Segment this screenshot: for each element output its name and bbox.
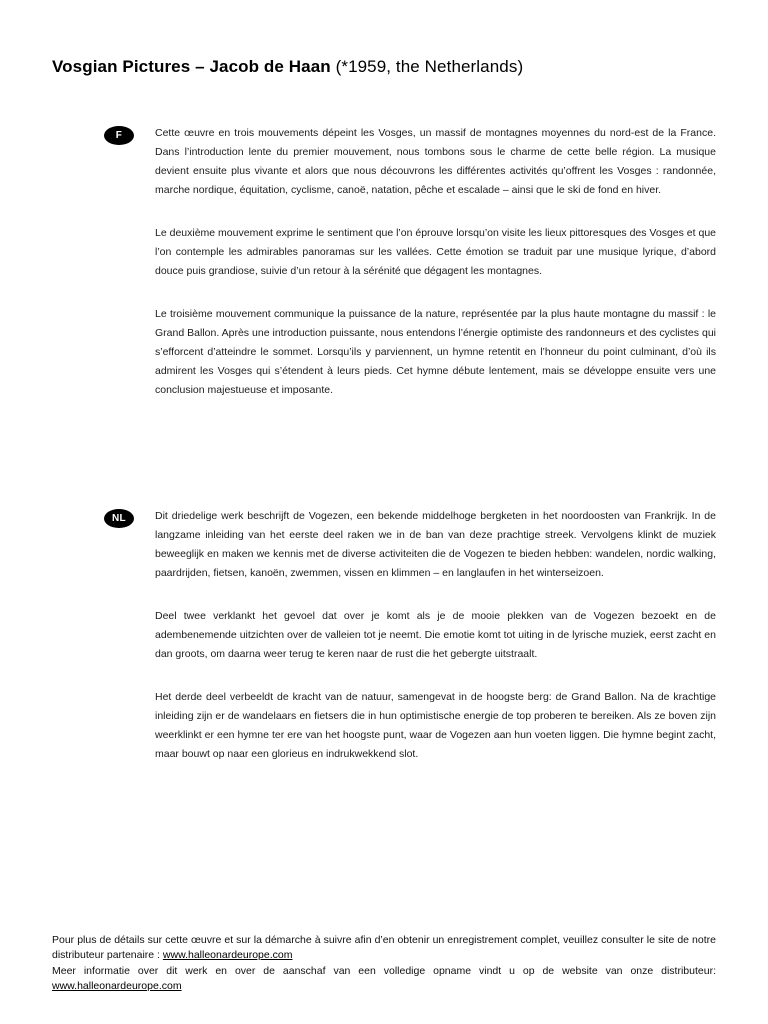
paragraph-fr-3: Le troisième mouvement communique la puissance de la nature, représentée par la plus haute montagne du massif : le Grand Ballon. Après une introduction puissante, nous entendons l’énergie optimiste des randonneurs et des cyclistes qui s’efforcent d’atteindre le sommet. Lorsqu’ils y parviennent, un hymne retentit en l’honneur du point culminant, d’où ils admirent les Vosges qui s’étendent à leurs pieds. Cet hymne débute lentement, mais se développe ensuite vers une conclusion majestueuse et imposante.: [155, 308, 716, 396]
paragraph-nl-3: Het derde deel verbeeldt de kracht van de natuur, samengevat in de hoogste berg: de Grand Ballon. Na de krachtige inleiding zijn er de wandelaars en fietsers die in hun optimistische energie de top proberen te bereiken. Als ze boven zijn weerklinkt er een hymne ter ere van het hoogste punt, waar de Vogezen aan hun voeten liggen. Die hymne begint zacht, maar bouwt op naar een glorieus en indrukwekkend slot.: [155, 691, 716, 760]
footer-line-nl: [52, 964, 716, 994]
paragraph-fr-2: Le deuxième mouvement exprime le sentiment que l’on éprouve lorsqu’on visite les lieux pittoresques des Vosges et que l’on contemple les admirables panoramas sur les vallées. Cette émotion se traduit par une musique lyrique, d’abord douce puis grandiose, suivie d’un retour à la sérénité que dégagent les montagnes.: [155, 227, 716, 277]
dutch-text-block: [155, 507, 716, 764]
paragraph-nl-1: Dit driedelige werk beschrijft de Vogezen, een bekende middelhoge bergketen in het noordoosten van Frankrijk. In de langzame inleiding van het eerste deel raken we in de ban van deze prachtige streek. Vervolgens klinkt de muziek beweeglijk en maken we kennis met de diverse activiteiten die de Vogezen te bieden hebben: wandelen, nordic walking, paardrijden, fietsen, kanoën, zwemmen, vissen en klimmen – en langlaufen in het winterseizoen.: [155, 510, 716, 579]
footer-text-fr: Pour plus de détails sur cette œuvre et sur la démarche à suivre afin d’en obtenir un enregistrement complet, veuillez consulter le site de notre distributeur partenaire :: [52, 934, 716, 961]
footer-text-nl: Meer informatie over dit werk en over de aanschaf van een volledige opname vindt u op de website van onze distributeur:: [52, 965, 716, 977]
work-title: Vosgian Pictures – Jacob de Haan: [52, 57, 331, 76]
distributor-link-nl[interactable]: www.halleonardeurope.com: [52, 980, 182, 992]
language-badge-nl: NL: [104, 509, 134, 528]
paragraph-nl-2: Deel twee verklankt het gevoel dat over je komt als je de mooie plekken van de Vogezen bezoekt en de adembenemende uitzichten over de valleien tot je neemt. Die emotie komt tot uiting in de lyrische muziek, eerst zacht en dan groots, om daarna weer terug te keren naar de rust die het gebergte uitstraalt.: [155, 610, 716, 660]
paragraph-fr-1: Cette œuvre en trois mouvements dépeint les Vosges, un massif de montagnes moyennes du nord-est de la France. Dans l’introduction lente du premier mouvement, nous tombons sous le charme de cette belle région. La musique devient ensuite plus vivante et alors que nous découvrons les différentes activités qu’offrent les Vosges : randonnée, marche nordique, équitation, cyclisme, canoë, natation, pêche et escalade – ainsi que le ski de fond en hiver.: [155, 127, 716, 196]
footer-line-fr: [52, 933, 716, 963]
section-dutch: [104, 507, 716, 764]
page-title: [52, 57, 716, 77]
footer: [52, 933, 716, 995]
language-badge-f: F: [104, 126, 134, 145]
distributor-link-fr[interactable]: www.halleonardeurope.com: [162, 949, 293, 961]
composer-info: (*1959, the Netherlands): [330, 57, 524, 76]
section-french: [104, 124, 716, 400]
french-text-block: [155, 124, 716, 400]
